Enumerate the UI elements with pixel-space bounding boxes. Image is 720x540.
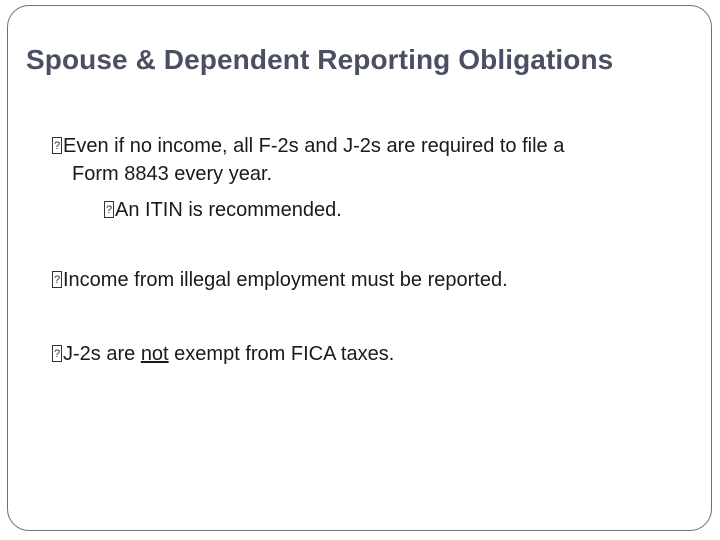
bullet-2-text: Income from illegal employment must be reported. (63, 269, 508, 291)
bullet-3-emphasis: not (140, 343, 169, 365)
bullet-glyph-icon (52, 271, 62, 288)
bullet-3-text-pre: J-2s are (63, 343, 141, 365)
slide-title: Spouse & Dependent Reporting Obligations (26, 44, 614, 75)
bullet-glyph-icon (52, 345, 62, 362)
bullet-2 (52, 266, 508, 294)
bullet-glyph-icon (52, 137, 62, 154)
bullet-3 (52, 340, 394, 368)
bullet-glyph-icon (104, 201, 114, 218)
bullet-1-sub (104, 196, 342, 224)
bullet-1-line-2: Form 8843 every year. (72, 163, 273, 185)
bullet-1-line-1: Even if no income, all F-2s and J-2s are required to file a (63, 135, 565, 157)
bullet-3-text-post: exempt from FICA taxes. (168, 343, 395, 365)
bullet-1 (52, 132, 672, 188)
bullet-1-sub-text: An ITIN is recommended. (115, 199, 342, 221)
